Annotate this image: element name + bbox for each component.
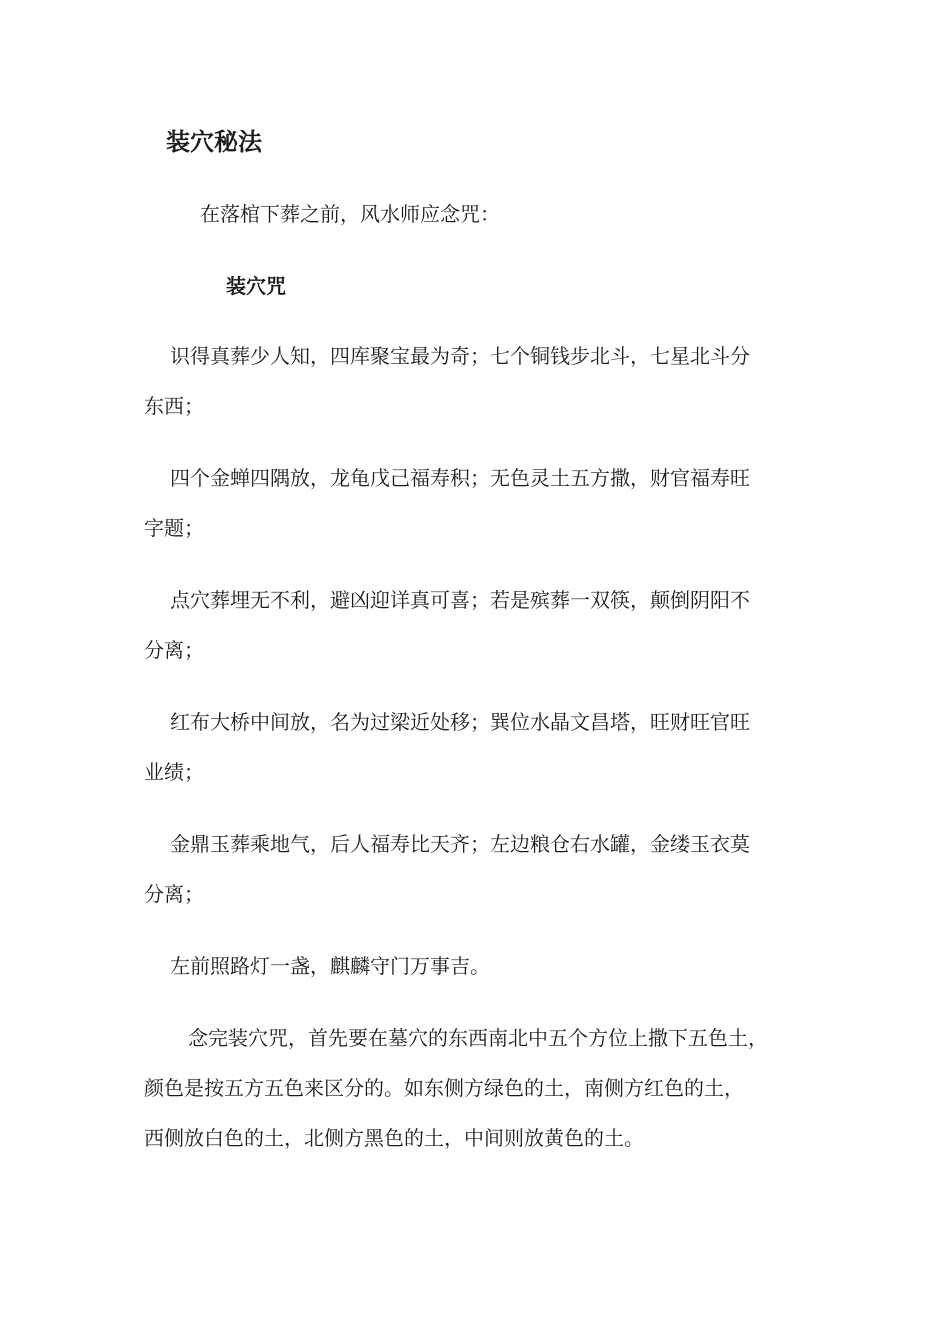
verse-line: 业绩； [144, 760, 204, 784]
verse-line: 红布大桥中间放，名为过梁近处移；巽位水晶文昌塔，旺财旺官旺 [170, 710, 750, 734]
verse-line: 分离； [144, 882, 204, 906]
page-title: 装穴秘法 [166, 128, 262, 156]
verse-line: 字题； [144, 516, 204, 540]
verse-line: 四个金蝉四隅放，龙龟戊己福寿积；无色灵土五方撒，财官福寿旺 [170, 466, 750, 490]
verse-paragraph-6 [144, 941, 809, 991]
verse-line: 金鼎玉葬乘地气，后人福寿比天齐；左边粮仓右水罐，金缕玉衣莫 [170, 832, 750, 856]
closing-line: 西侧放白色的土，北侧方黑色的土，中间则放黄色的土。 [144, 1126, 644, 1150]
section-subtitle: 装穴咒 [226, 274, 286, 298]
closing-line: 颜色是按五方五色来区分的。如东侧方绿色的土，南侧方红色的土， [144, 1076, 744, 1100]
closing-paragraph [144, 1013, 809, 1163]
verse-paragraph-5 [144, 819, 809, 919]
verse-line: 左前照路灯一盏，麒麟守门万事吉。 [170, 954, 490, 978]
verse-line: 分离； [144, 638, 204, 662]
verse-paragraph-4 [144, 697, 809, 797]
verse-paragraph-3 [144, 575, 809, 675]
verse-line: 识得真葬少人知，四库聚宝最为奇；七个铜钱步北斗，七星北斗分 [170, 344, 750, 368]
verse-line: 点穴葬埋无不利，避凶迎详真可喜；若是殡葬一双筷，颠倒阴阳不 [170, 588, 750, 612]
closing-line: 念完装穴咒，首先要在墓穴的东西南北中五个方位上撒下五色土， [188, 1026, 768, 1050]
verse-paragraph-1 [144, 331, 809, 431]
verse-paragraph-2 [144, 453, 809, 553]
intro-paragraph: 在落棺下葬之前，风水师应念咒： [200, 202, 500, 226]
verse-line: 东西； [144, 394, 204, 418]
